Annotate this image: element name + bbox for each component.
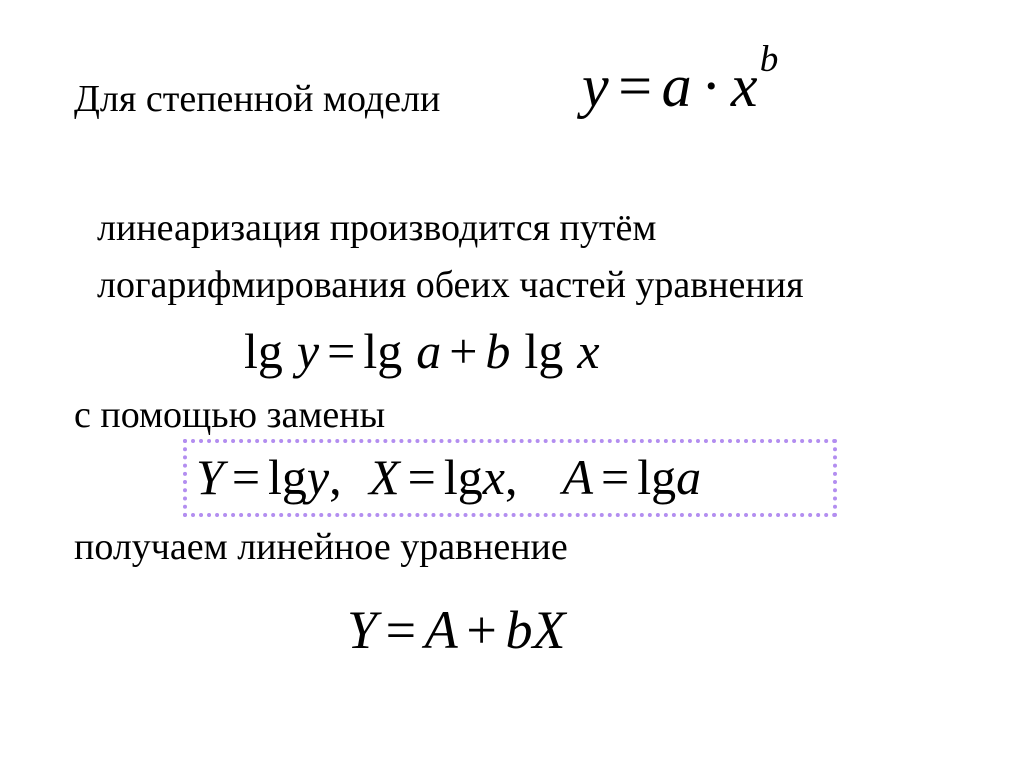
power-model-equation: $y = a \cdot x^b$ <box>582 38 779 119</box>
logarithmic-equation: lg y = lg a + b lg x <box>244 323 600 379</box>
linearization-text-line-1: линеаризация производится путём <box>97 207 657 249</box>
linearization-text-line-2: логарифмирования обеих частей уравнения <box>97 264 804 306</box>
substitution-text: с помощью замены <box>74 394 386 436</box>
result-text: получаем линейное уравнение <box>74 526 568 568</box>
intro-text: Для степенной модели <box>74 78 441 120</box>
linear-equation: Y = A + bX <box>347 600 566 660</box>
substitution-equations: Y = lgy, X = lgx, A = lga <box>196 449 702 505</box>
